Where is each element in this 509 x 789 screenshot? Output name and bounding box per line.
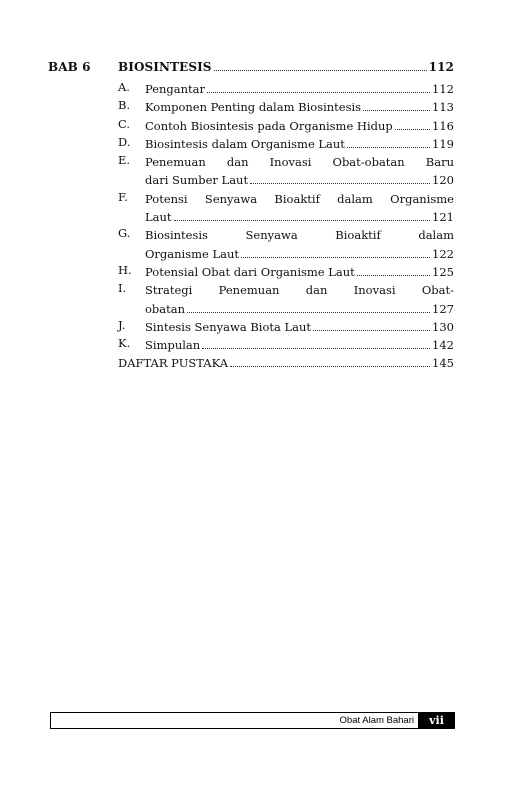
toc-entry: [118, 226, 454, 263]
toc-entry: [118, 318, 454, 336]
dot-leader: [313, 330, 430, 331]
toc-entry-letter: J.: [118, 317, 126, 332]
dot-leader: [347, 147, 430, 148]
dot-leader: [363, 110, 430, 111]
toc-entry-letter: I.: [118, 281, 127, 296]
toc-entry-page: 125: [432, 264, 454, 279]
toc-entry-page: 142: [432, 338, 454, 353]
toc-entry-title: Pengantar: [145, 82, 206, 96]
bibliography-title: DAFTAR PUSTAKA: [118, 356, 229, 371]
toc-entry: [118, 336, 454, 354]
toc-entry-letter: H.: [118, 262, 132, 277]
toc-entry-page: 120: [432, 173, 454, 188]
toc-entry-letter: E.: [118, 153, 131, 168]
toc-entry-page: 127: [432, 301, 454, 316]
dot-leader: [230, 366, 430, 367]
bibliography-page: 145: [432, 356, 454, 371]
dot-leader: [174, 220, 431, 221]
toc-entry-title: dari Sumber Laut: [145, 173, 249, 188]
toc-entry: [118, 153, 454, 190]
toc-entry-page: 112: [432, 82, 454, 96]
dot-leader: [202, 348, 430, 349]
dot-leader: [241, 257, 430, 258]
dot-leader: [250, 183, 430, 184]
toc-entry-title-line: Potensi Senyawa Bioaktif dalam Organisme: [145, 191, 454, 206]
toc-entry: [118, 263, 454, 281]
footer-page-number: vii: [418, 712, 455, 729]
chapter-page: 112: [428, 60, 454, 74]
toc-entry: [118, 117, 454, 135]
chapter-label: BAB 6: [48, 60, 91, 74]
toc-entry-title: Potensial Obat dari Organisme Laut: [145, 264, 355, 279]
toc-entry-title: Biosintesis dalam Organisme Laut: [145, 136, 345, 151]
toc-entry: [118, 98, 454, 116]
toc-entry-letter: B.: [118, 98, 131, 113]
toc-entry: [118, 190, 454, 227]
toc-entry-page: 121: [432, 210, 454, 225]
chapter-heading: [48, 60, 454, 78]
toc-entry-page: 113: [432, 100, 454, 115]
dot-leader: [395, 129, 430, 130]
toc-entry-title: Sintesis Senyawa Biota Laut: [145, 319, 312, 334]
toc-entry-page: 130: [432, 319, 454, 334]
dot-leader: [357, 275, 430, 276]
toc-entry-title: Contoh Biosintesis pada Organisme Hidup: [145, 118, 393, 133]
footer-book-title: Obat Alam Bahari: [339, 715, 414, 726]
toc-entry-title: Simpulan: [145, 338, 201, 353]
toc-entry-page: 119: [432, 136, 454, 151]
toc-entry-letter: F.: [118, 189, 128, 204]
toc-entry: [118, 135, 454, 153]
toc-bibliography: [118, 354, 454, 372]
dot-leader: [207, 92, 430, 93]
toc-entry-letter: A.: [118, 80, 130, 94]
chapter-title: BIOSINTESIS: [118, 60, 212, 74]
toc-entry-title: obatan: [145, 301, 186, 316]
toc-entry-title-line: Biosintesis Senyawa Bioaktif dalam: [145, 228, 454, 243]
toc-entry-title-line: Penemuan dan Inovasi Obat-obatan Baru: [145, 155, 454, 170]
toc-entry-title: Laut: [145, 210, 172, 225]
toc-entry-letter: K.: [118, 336, 131, 351]
toc-entry-letter: C.: [118, 116, 131, 131]
toc-entry-letter: D.: [118, 134, 131, 149]
dot-leader: [214, 70, 427, 71]
toc-entry-page: 122: [432, 246, 454, 261]
toc-entry-page: 116: [432, 118, 454, 133]
toc-entry-letter: G.: [118, 226, 131, 241]
toc-entry-title: Organisme Laut: [145, 246, 240, 261]
toc-entry: [118, 281, 454, 318]
toc-entries: [118, 80, 454, 373]
page-footer: [50, 712, 455, 729]
toc-entry-title: Komponen Penting dalam Biosintesis: [145, 100, 362, 115]
toc-entry: [118, 80, 454, 98]
dot-leader: [187, 312, 430, 313]
toc-entry-title-line: Strategi Penemuan dan Inovasi Obat-: [145, 283, 454, 298]
